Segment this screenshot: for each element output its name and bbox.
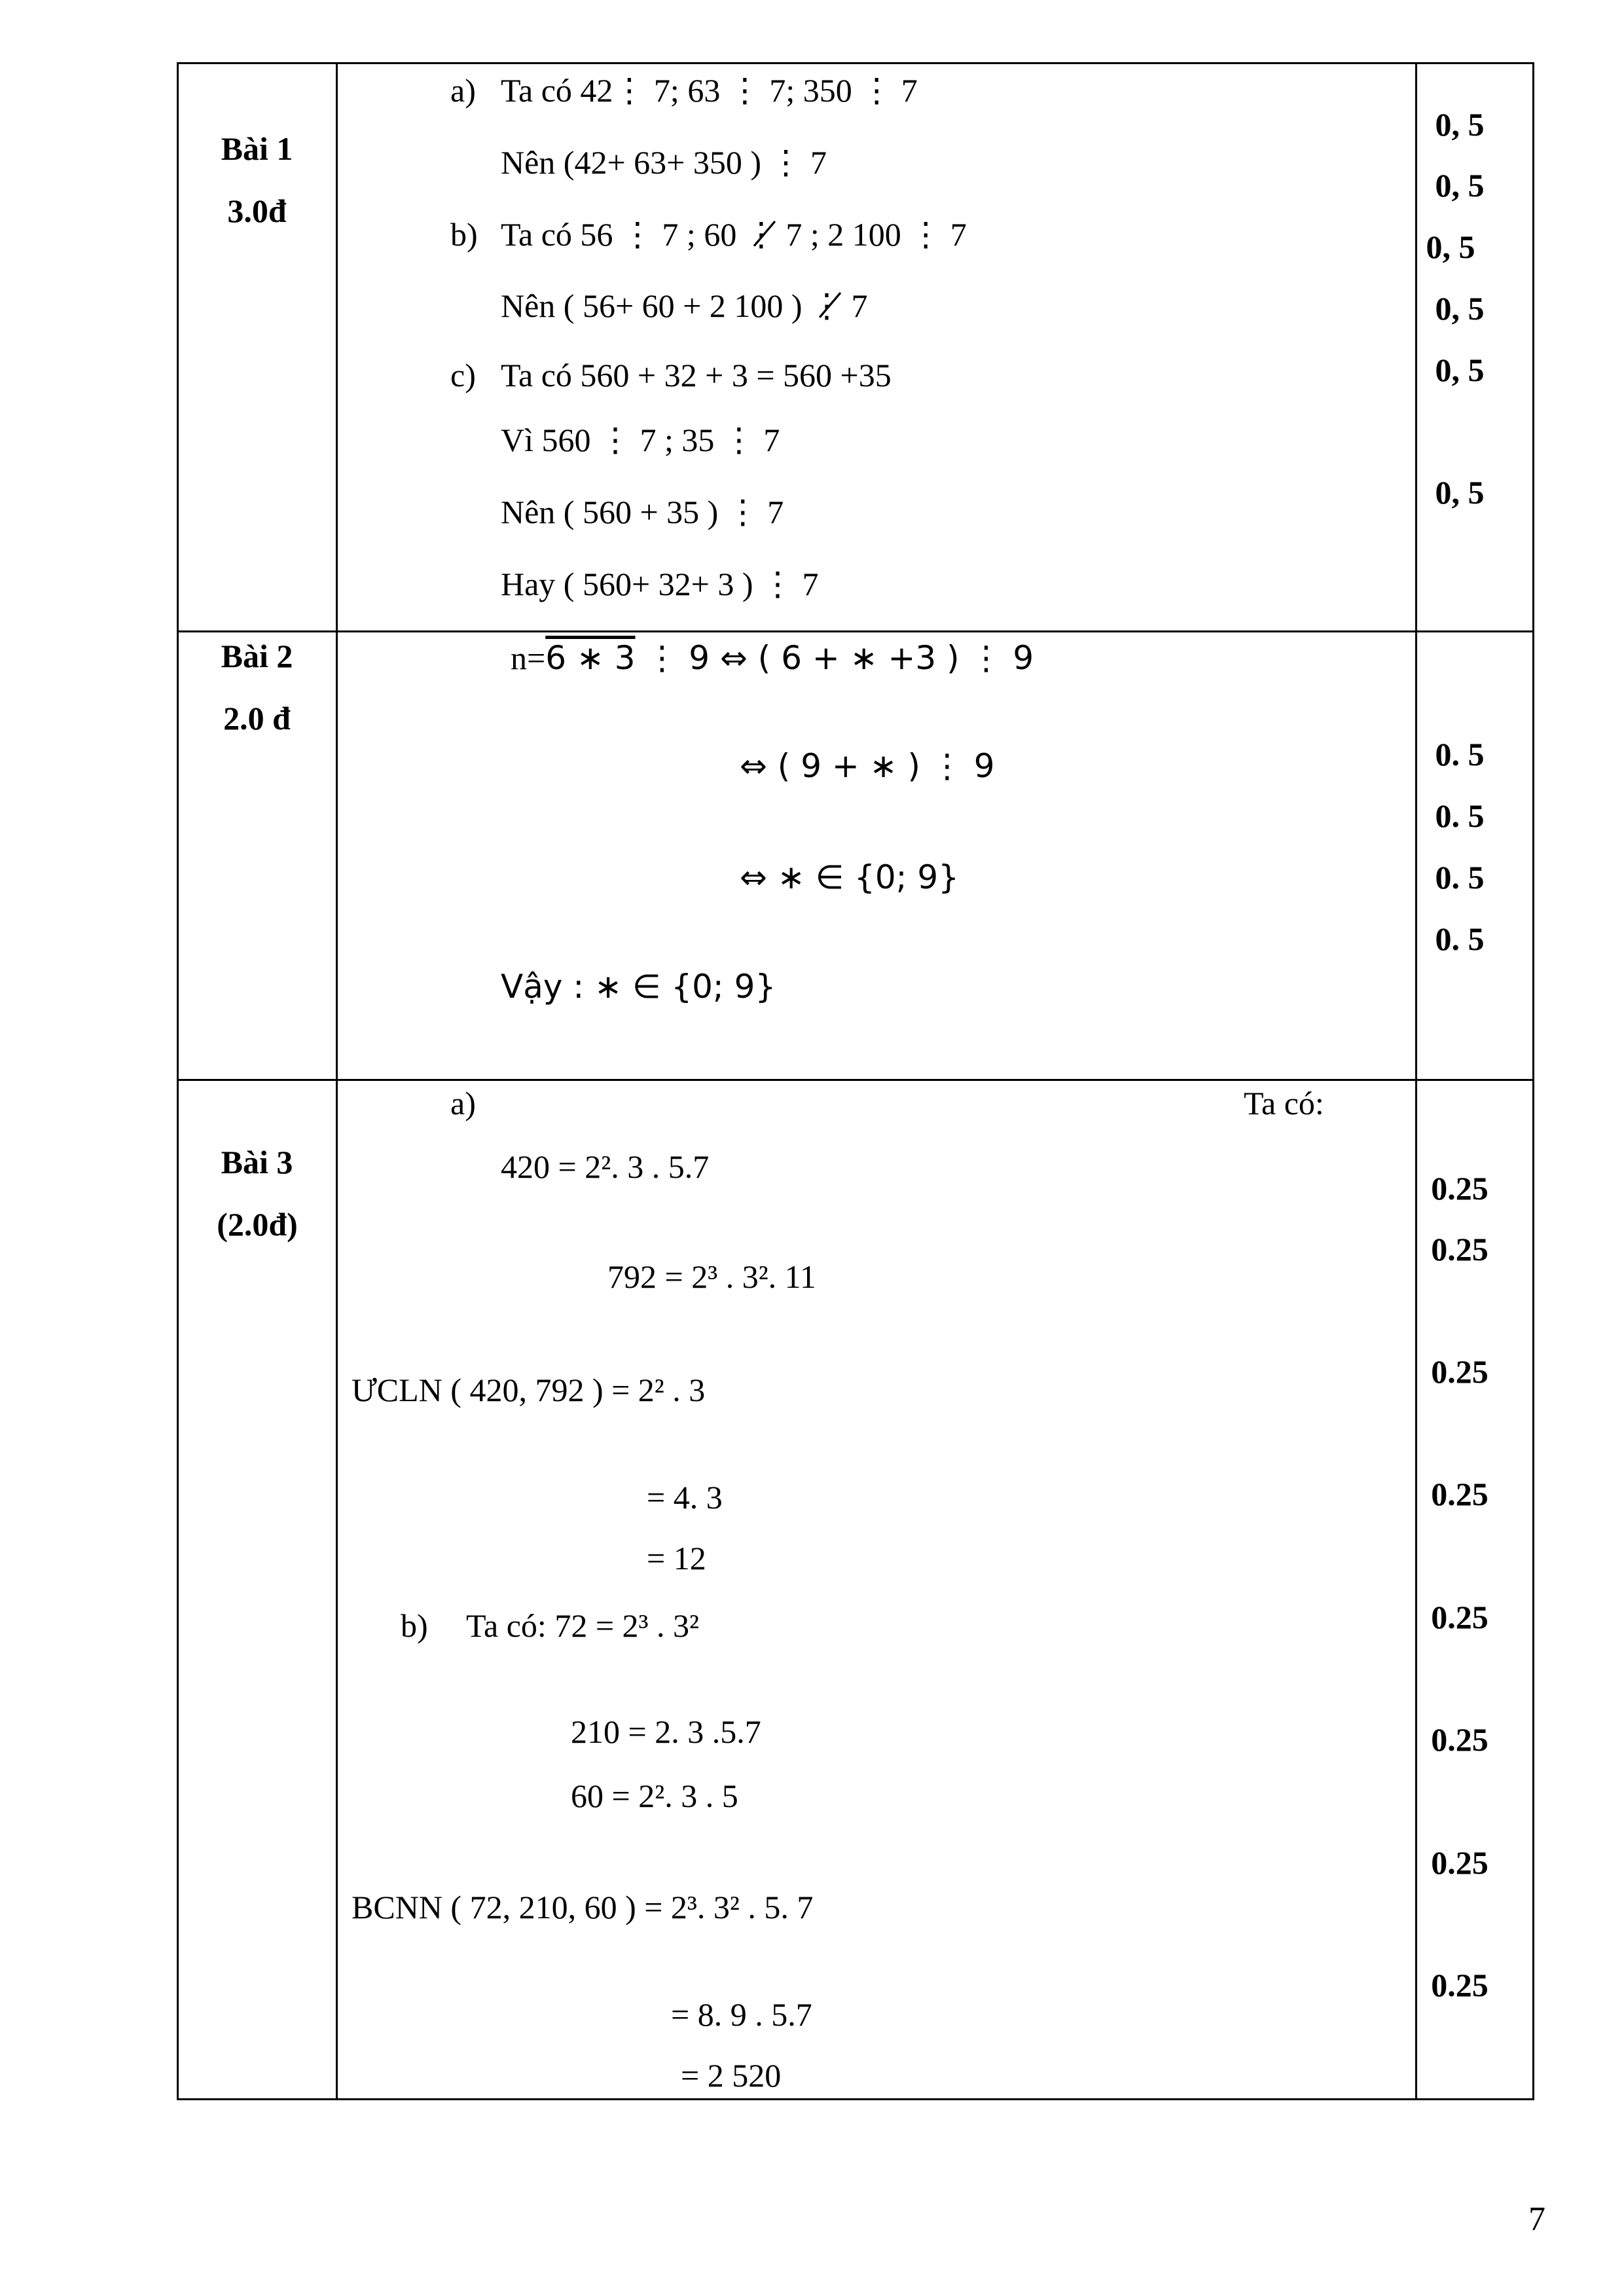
bai3-score-8: 0.25 (1431, 1967, 1489, 2003)
bai3-score-2: 0.25 (1431, 1231, 1489, 1267)
bai2-line3: ⇔ ∗ ∈ {0; 9} (740, 858, 960, 896)
bai3-line-4x3: = 4. 3 (647, 1479, 723, 1516)
row-divider-1 (177, 630, 1534, 632)
bai2-line1-rest: ⋮ 9 ⇔ ( 6 + ∗ +3 ) ⋮ 9 (635, 639, 1034, 677)
bai1-title: Bài 1 (221, 130, 293, 167)
bai2-title: Bài 2 (221, 638, 293, 674)
bai1-score-1: 0, 5 (1435, 106, 1485, 143)
bai1-points: 3.0đ (227, 192, 287, 229)
bai3-line-2520: = 2 520 (681, 2057, 782, 2094)
bai3-score-5: 0.25 (1431, 1599, 1489, 1635)
bai3-line-12: = 12 (647, 1540, 706, 1576)
bai2-points: 2.0 đ (223, 700, 291, 737)
bai2-score-4: 0. 5 (1435, 920, 1485, 957)
bai3-line-420: 420 = 2². 3 . 5.7 (501, 1148, 710, 1185)
bai2-score-1: 0. 5 (1435, 736, 1485, 773)
bai3-a-label: a) (450, 1085, 476, 1121)
bai3-score-3: 0.25 (1431, 1353, 1489, 1390)
bai3-points: (2.0đ) (217, 1206, 298, 1243)
bai2-score-3: 0. 5 (1435, 859, 1485, 896)
bai1-a-line2: Nên (42+ 63+ 350 ) ⋮ 7 (501, 144, 827, 181)
bai1-b-label: b) (450, 216, 478, 253)
bai3-title: Bài 3 (221, 1144, 293, 1180)
bai2-score-2: 0. 5 (1435, 797, 1485, 834)
bai1-c-label: c) (450, 357, 476, 393)
bai1-a-line1: Ta có 42⋮ 7; 63 ⋮ 7; 350 ⋮ 7 (501, 72, 918, 109)
bai3-line-72: Ta có: 72 = 2³ . 3² (466, 1607, 700, 1644)
bai3-line-bcnn: BCNN ( 72, 210, 60 ) = 2³. 3² . 5. 7 (352, 1889, 814, 1925)
bai3-line-210: 210 = 2. 3 .5.7 (571, 1713, 761, 1750)
bai3-score-4: 0.25 (1431, 1476, 1489, 1512)
bai3-a-taco: Ta có: (1244, 1085, 1324, 1121)
bai3-line-8957: = 8. 9 . 5.7 (671, 1996, 812, 2033)
bai1-c-line3: Nên ( 560 + 35 ) ⋮ 7 (501, 494, 784, 530)
bai1-b-line1: Ta có 56 ⋮ 7 ; 60 ⋮̸ 7 ; 2 100 ⋮ 7 (501, 216, 967, 253)
bai3-score-1: 0.25 (1431, 1170, 1489, 1207)
bai3-b-label: b) (401, 1607, 428, 1644)
bai1-b-line2: Nên ( 56+ 60 + 2 100 ) ⋮̸ 7 (501, 287, 868, 324)
bai3-line-ucln: ƯCLN ( 420, 792 ) = 2² . 3 (352, 1372, 706, 1408)
row-divider-2 (177, 1079, 1534, 1081)
bai2-line2: ⇔ ( 9 + ∗ ) ⋮ 9 (740, 747, 995, 785)
bai3-score-7: 0.25 (1431, 1844, 1489, 1881)
bai1-c-line4: Hay ( 560+ 32+ 3 ) ⋮ 7 (501, 566, 819, 602)
bai1-score-6: 0, 5 (1435, 474, 1485, 511)
bai2-n-overline: 6 ∗ 3 (545, 639, 636, 677)
bai2-line1 (511, 639, 1034, 677)
bai1-a-label: a) (450, 72, 476, 109)
column-divider-left (336, 62, 338, 2100)
bai1-score-4: 0, 5 (1435, 290, 1485, 327)
bai3-score-6: 0.25 (1431, 1721, 1489, 1758)
page-number: 7 (1528, 2200, 1545, 2238)
bai3-line-60: 60 = 2². 3 . 5 (571, 1777, 738, 1814)
bai1-score-5: 0, 5 (1435, 352, 1485, 388)
bai2-conclusion: Vậy : ∗ ∈ {0; 9} (501, 968, 776, 1006)
bai1-score-2: 0, 5 (1435, 167, 1485, 204)
bai2-n-prefix: n= (511, 640, 546, 676)
bai3-line-792: 792 = 2³ . 3². 11 (607, 1258, 816, 1295)
bai1-score-3: 0, 5 (1426, 228, 1475, 265)
bai1-c-line2: Vì 560 ⋮ 7 ; 35 ⋮ 7 (501, 422, 780, 458)
bai1-c-line1: Ta có 560 + 32 + 3 = 560 +35 (501, 357, 892, 393)
